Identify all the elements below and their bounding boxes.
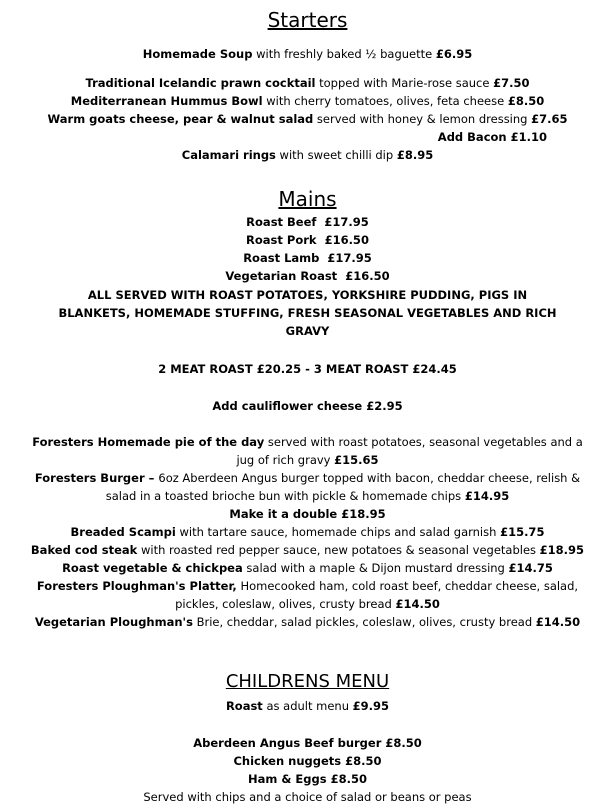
childrens-item: Chicken nuggets £8.50 (233, 754, 382, 768)
childrens-item: Ham & Eggs £8.50 (248, 772, 367, 786)
menu-item: Breaded Scampi with tartare sauce, homemade chips and salad garnish £15.75 (70, 525, 545, 539)
menu-item: Mediterranean Hummus Bowl with cherry tomatoes, olives, feta cheese £8.50 (70, 94, 545, 108)
menu-item: Roast as adult menu £9.95 (225, 699, 390, 713)
double-option: Make it a double £18.95 (229, 507, 386, 521)
multi-roast-price: 2 MEAT ROAST £20.25 - 3 MEAT ROAST £24.45 (158, 362, 457, 376)
childrens-note: Served with chips and a choice of salad or beans or peas (143, 790, 472, 804)
menu-item: Warm goats cheese, pear & walnut salad served with honey & lemon dressing £7.65 (47, 112, 568, 126)
menu-item: Homemade Soup with freshly baked ½ baguette £6.95 (142, 47, 473, 61)
menu-item: Foresters Homemade pie of the day served with roast potatoes, seasonal vegetables and a jug of rich gravy £15.65 (32, 435, 583, 467)
roast-item: Roast Pork £16.50 (246, 233, 369, 247)
mains-heading: Mains (278, 187, 337, 211)
starters-heading: Starters (267, 8, 348, 32)
roast-item: Vegetarian Roast £16.50 (225, 269, 390, 283)
menu-item: Add Bacon £1.10 (437, 130, 547, 144)
roast-item: Roast Beef £17.95 (246, 215, 369, 229)
menu-item: Foresters Ploughman's Platter, Homecooked ham, cold roast beef, cheddar cheese, salad, pickles, coleslaw, olives, crusty bread £14.50 (36, 579, 579, 611)
childrens-heading: CHILDRENS MENU (225, 671, 390, 692)
childrens-item: Aberdeen Angus Beef burger £8.50 (193, 736, 422, 750)
menu-item: Traditional Icelandic prawn cocktail topped with Marie-rose sauce £7.50 (85, 76, 530, 90)
roast-item: Roast Lamb £17.95 (243, 251, 372, 265)
menu-item: Roast vegetable & chickpea salad with a maple & Dijon mustard dressing £14.75 (62, 561, 553, 575)
menu-item: Vegetarian Ploughman's Brie, cheddar, salad pickles, coleslaw, olives, crusty bread £14.50 (34, 615, 581, 629)
addon-price: Add cauliflower cheese £2.95 (212, 399, 403, 413)
menu-item: Foresters Burger – 6oz Aberdeen Angus burger topped with bacon, cheddar cheese, relish & salad in a toasted brioche bun with pickle & homemade chips £14.95 (34, 471, 581, 503)
served-with-note: ALL SERVED WITH ROAST POTATOES, YORKSHIRE PUDDING, PIGS IN BLANKETS, HOMEMADE STUFFING, FRESH SEASONAL VEGETABLES AND RICH GRAVY (58, 288, 557, 338)
menu-item: Calamari rings with sweet chilli dip £8.95 (181, 148, 434, 162)
menu-item: Baked cod steak with roasted red pepper sauce, new potatoes & seasonal vegetables £18.95 (30, 543, 585, 557)
